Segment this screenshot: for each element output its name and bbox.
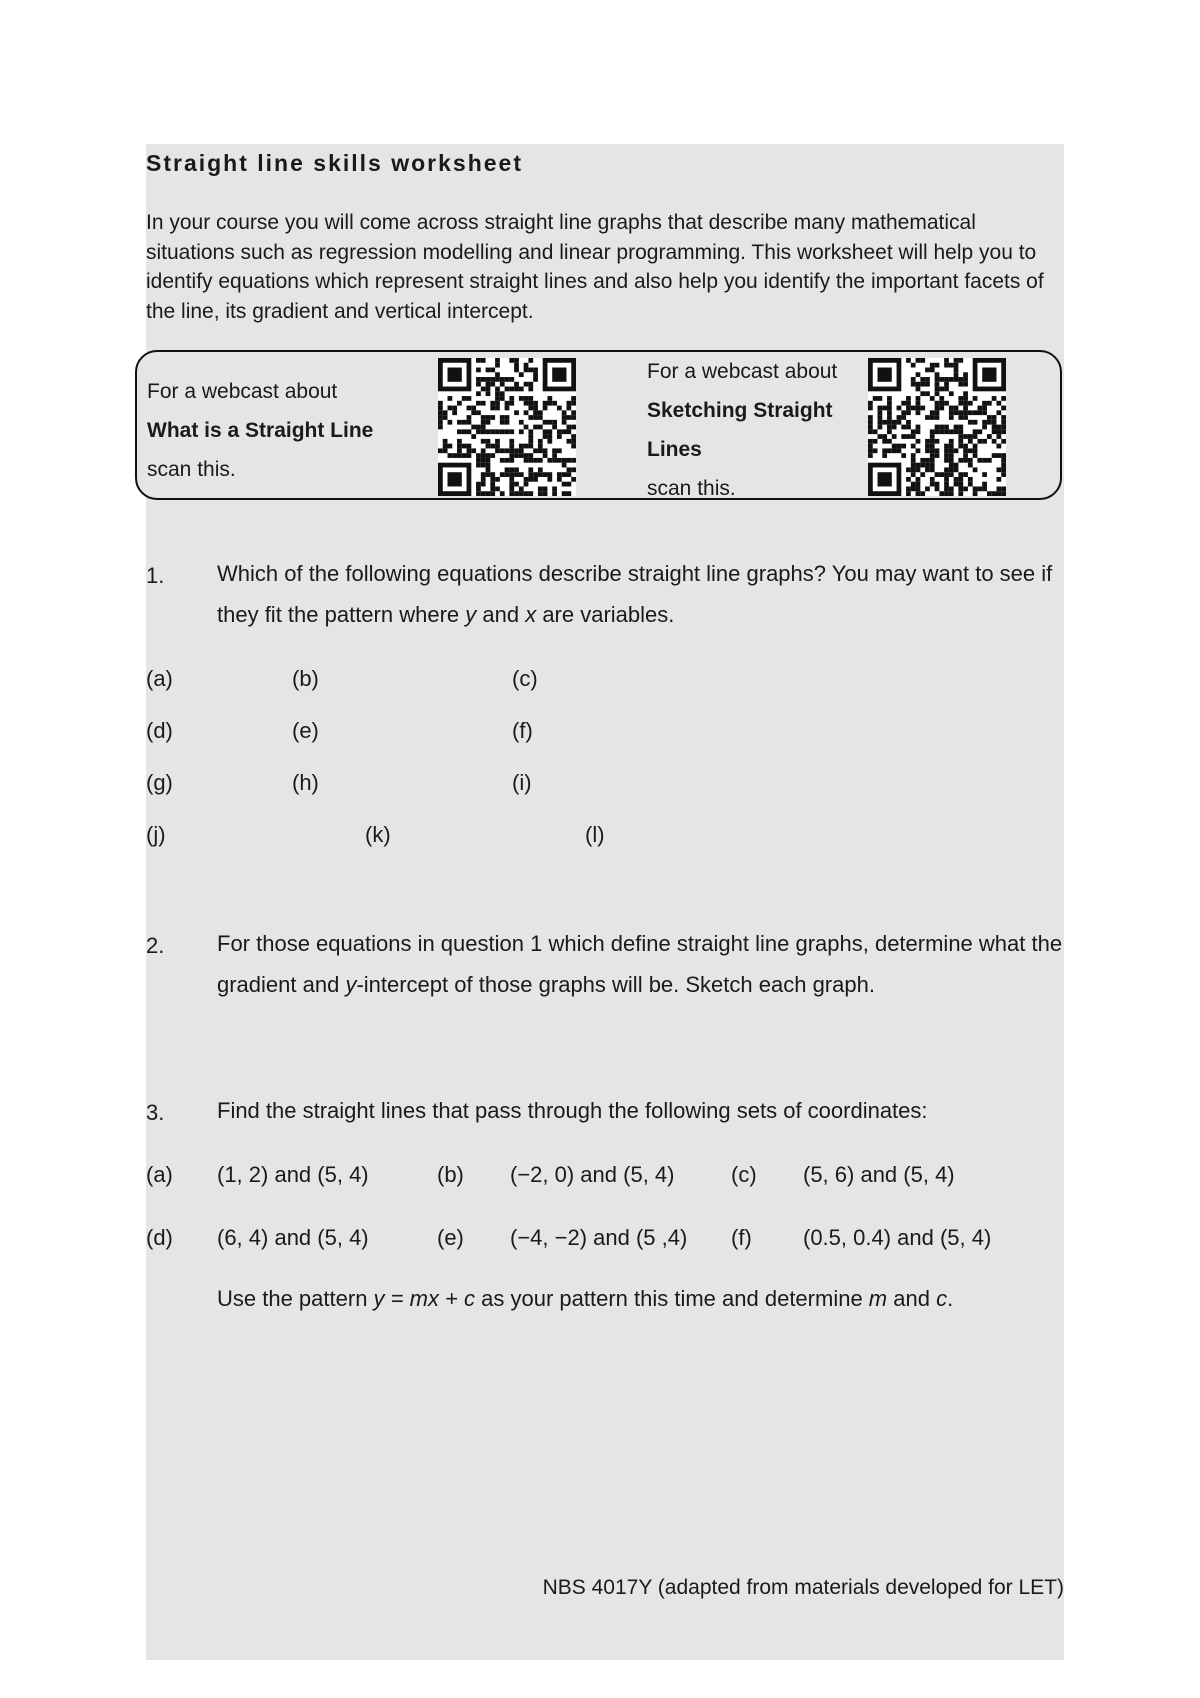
q3-pattern-c: and (887, 1286, 937, 1311)
q3-pattern-equation: y = mx + c (373, 1286, 476, 1311)
q1-text (217, 553, 1067, 635)
q2-text-a: For those equations in question 1 which define straight line graphs, determine what the gradient and (217, 931, 1063, 997)
q3-part-label: (f) (731, 1225, 752, 1250)
worksheet-title: Straight line skills worksheet (146, 150, 523, 176)
q3-part-coords: (5, 6) and (5, 4) (803, 1162, 955, 1187)
webcast-left-title: What is a Straight Line (147, 419, 374, 442)
q1-option: (g) (146, 770, 173, 795)
qr-code-icon[interactable] (438, 358, 576, 496)
q2-text (217, 923, 1067, 1005)
q3-part-coords: (6, 4) and (5, 4) (217, 1225, 369, 1250)
q1-option: (a) (146, 666, 173, 691)
q3-part-coords: (−4, −2) and (5 ,4) (510, 1225, 688, 1250)
webcast-left-suffix: scan this. (147, 458, 236, 481)
q1-text-a: Which of the following equations describe straight line graphs? You may want to see if they fit the pattern where (217, 561, 1053, 627)
q3-part-coords: (1, 2) and (5, 4) (217, 1162, 369, 1187)
webcast-right-prefix: For a webcast about (647, 360, 838, 383)
q1-option: (j) (146, 822, 166, 847)
q3-text: Find the straight lines that pass through the following sets of coordinates: (217, 1098, 928, 1123)
q3-part-label: (a) (146, 1162, 173, 1187)
q1-text-c: are variables. (536, 602, 675, 627)
q1-var-x: x (525, 602, 537, 627)
q1-text-b: and (476, 602, 526, 627)
webcast-right-suffix: scan this. (647, 477, 736, 500)
q1-option: (d) (146, 718, 173, 743)
q3-number: 3. (146, 1100, 165, 1125)
q2-var-y: y (345, 972, 357, 997)
q1-option: (f) (512, 718, 533, 743)
q3-var-m: m (868, 1286, 888, 1311)
q3-part-label: (e) (437, 1225, 464, 1250)
webcast-box (135, 350, 1062, 500)
q1-number: 1. (146, 563, 165, 588)
q1-option: (h) (292, 770, 319, 795)
webcast-right-text (647, 352, 847, 508)
q1-option: (e) (292, 718, 319, 743)
qr-code-icon[interactable] (868, 358, 1006, 496)
q2-number: 2. (146, 933, 165, 958)
q3-part-label: (d) (146, 1225, 173, 1250)
q1-option: (l) (585, 822, 605, 847)
q3-pattern-a: Use the pattern (217, 1286, 374, 1311)
q3-part-coords: (−2, 0) and (5, 4) (510, 1162, 675, 1187)
q3-pattern-b: as your pattern this time and determine (475, 1286, 869, 1311)
q1-option: (b) (292, 666, 319, 691)
q1-var-y: y (465, 602, 477, 627)
q3-pattern-d: . (947, 1286, 954, 1311)
q3-var-c: c (936, 1286, 948, 1311)
webcast-left-prefix: For a webcast about (147, 380, 338, 403)
q2-text-b: -intercept of those graphs will be. Sketch each graph. (356, 972, 875, 997)
q3-part-coords: (0.5, 0.4) and (5, 4) (803, 1225, 992, 1250)
q3-part-label: (b) (437, 1162, 464, 1187)
footer-credit: NBS 4017Y (adapted from materials developed for LET) (542, 1576, 1064, 1599)
q3-part-label: (c) (731, 1162, 757, 1187)
intro-paragraph: In your course you will come across straight line graphs that describe many mathematical situations such as regression modelling and linear programming. This worksheet will help you to identify equations which represent straight lines and also help you identify the important facets of the line, its gradient and vertical intercept. (146, 211, 1044, 323)
q1-option: (c) (512, 666, 538, 691)
q3-pattern-instruction (217, 1278, 1067, 1319)
q1-option: (i) (512, 770, 532, 795)
q1-option: (k) (365, 822, 391, 847)
webcast-left-text (147, 372, 407, 489)
webcast-right-title: Sketching Straight Lines (647, 399, 833, 461)
